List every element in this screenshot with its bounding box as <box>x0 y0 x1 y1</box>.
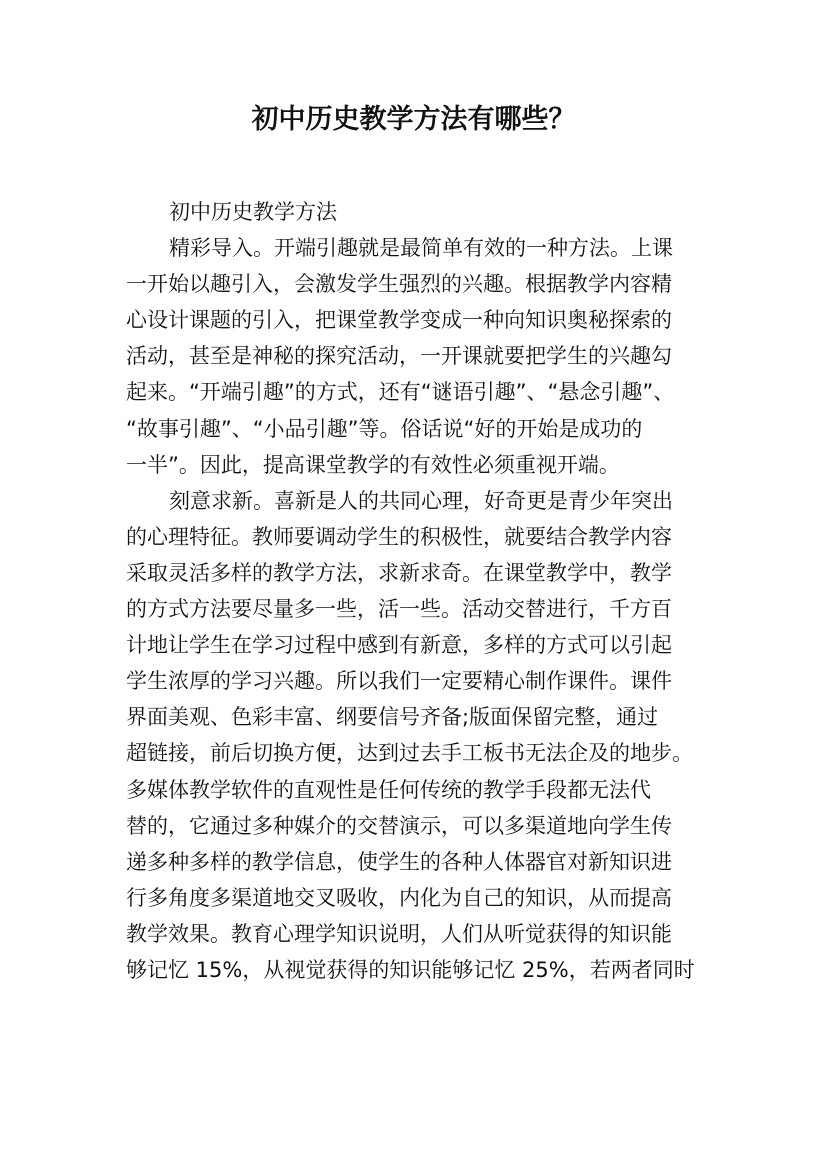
text-line: 一半”。因此，提高课堂教学的有效性必须重视开端。 <box>126 452 620 477</box>
text-line: 递多种多样的教学信息，使学生的各种人体器官对新知识进 <box>126 849 672 874</box>
text-line: 起来。“开端引趣”的方式，还有“谜语引趣”、“悬念引趣”、 <box>126 380 675 405</box>
text-line: 学生浓厚的学习兴趣。所以我们一定要精心制作课件。课件 <box>126 669 672 694</box>
text-line: 行多角度多渠道地交叉吸收，内化为自己的知识，从而提高 <box>126 885 672 910</box>
text-line: 初中历史教学方法 <box>169 200 337 224</box>
text-line: 刻意求新。喜新是人的共同心理，好奇更是青少年突出 <box>169 488 673 513</box>
text-line: 够记忆 15%，从视觉获得的知识能够记忆 25%，若两者同时 <box>126 957 695 982</box>
text-line: 计地让学生在学习过程中感到有新意，多样的方式可以引起 <box>126 633 672 658</box>
text-line: “故事引趣”、“小品引趣”等。俗话说“好的开始是成功的 <box>126 416 643 441</box>
text-line: 的心理特征。教师要调动学生的积极性，就要结合教学内容 <box>126 524 672 549</box>
text-line: 活动，甚至是神秘的探究活动，一开课就要把学生的兴趣勾 <box>126 344 672 369</box>
text-line: 的方式方法要尽量多一些，活一些。活动交替进行，千方百 <box>126 597 672 622</box>
document-body <box>126 194 736 988</box>
text-line: 替的，它通过多种媒介的交替演示，可以多渠道地向学生传 <box>126 813 672 838</box>
text-line: 一开始以趣引入，会激发学生强烈的兴趣。根据教学内容精 <box>126 272 672 297</box>
text-line: 采取灵活多样的教学方法，求新求奇。在课堂教学中，教学 <box>126 560 672 585</box>
text-line: 教学效果。教育心理学知识说明，人们从听觉获得的知识能 <box>126 921 672 946</box>
document-title: 初中历史教学方法有哪些？ <box>251 104 576 135</box>
text-line: 超链接，前后切换方便，达到过去手工板书无法企及的地步。 <box>126 741 693 766</box>
text-line: 界面美观、色彩丰富、纲要信号齐备;版面保留完整，通过 <box>126 705 659 730</box>
text-line: 精彩导入。开端引趣就是最简单有效的一种方法。上课 <box>169 236 673 261</box>
text-line: 多媒体教学软件的直观性是任何传统的教学手段都无法代 <box>126 777 651 802</box>
text-line: 心设计课题的引入，把课堂教学变成一种向知识奥秘探索的 <box>126 308 672 333</box>
